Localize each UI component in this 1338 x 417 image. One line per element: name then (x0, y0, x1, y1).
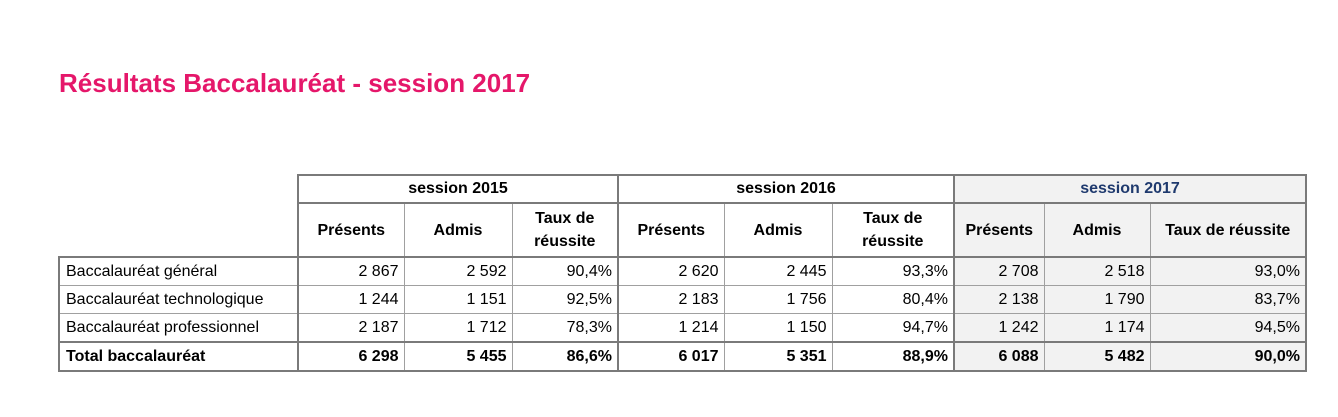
cell-value: 1 790 (1044, 286, 1150, 314)
cell-value: 1 150 (724, 314, 832, 343)
results-table (58, 174, 1307, 372)
cell-value: 1 214 (618, 314, 724, 343)
cell-value: 83,7% (1150, 286, 1306, 314)
total-value: 6 017 (618, 342, 724, 371)
cell-value: 1 151 (404, 286, 512, 314)
total-value: 5 351 (724, 342, 832, 371)
total-value: 5 455 (404, 342, 512, 371)
cell-value: 2 620 (618, 257, 724, 286)
col-admis-2017: Admis (1044, 203, 1150, 257)
total-row (59, 342, 1306, 371)
cell-value: 80,4% (832, 286, 954, 314)
cell-value: 1 244 (298, 286, 404, 314)
col-presents-2017: Présents (954, 203, 1044, 257)
cell-value: 2 183 (618, 286, 724, 314)
cell-value: 93,0% (1150, 257, 1306, 286)
session-2016-header: session 2016 (618, 175, 954, 203)
table-row (59, 257, 1306, 286)
table-row (59, 314, 1306, 343)
cell-value: 94,5% (1150, 314, 1306, 343)
cell-value: 1 756 (724, 286, 832, 314)
total-label: Total baccalauréat (59, 342, 298, 371)
cell-value: 2 445 (724, 257, 832, 286)
cell-value: 2 138 (954, 286, 1044, 314)
cell-value: 1 712 (404, 314, 512, 343)
total-value: 90,0% (1150, 342, 1306, 371)
cell-value: 90,4% (512, 257, 618, 286)
cell-value: 92,5% (512, 286, 618, 314)
col-taux-2016: Taux de réussite (832, 203, 954, 257)
session-2017-header: session 2017 (954, 175, 1306, 203)
cell-value: 78,3% (512, 314, 618, 343)
cell-value: 2 592 (404, 257, 512, 286)
col-admis-2016: Admis (724, 203, 832, 257)
col-presents-2016: Présents (618, 203, 724, 257)
row-label: Baccalauréat professionnel (59, 314, 298, 343)
cell-value: 1 174 (1044, 314, 1150, 343)
session-2015-header: session 2015 (298, 175, 618, 203)
cell-value: 94,7% (832, 314, 954, 343)
page-title: Résultats Baccalauréat - session 2017 (59, 68, 531, 98)
total-value: 5 482 (1044, 342, 1150, 371)
session-header-row (59, 175, 1306, 203)
cell-value: 2 708 (954, 257, 1044, 286)
cell-value: 93,3% (832, 257, 954, 286)
col-presents-2015: Présents (298, 203, 404, 257)
column-header-row (59, 203, 1306, 257)
cell-value: 2 867 (298, 257, 404, 286)
cell-value: 1 242 (954, 314, 1044, 343)
row-label: Baccalauréat technologique (59, 286, 298, 314)
total-value: 88,9% (832, 342, 954, 371)
header-blank-cell (59, 175, 298, 203)
table-row (59, 286, 1306, 314)
total-value: 6 088 (954, 342, 1044, 371)
row-label: Baccalauréat général (59, 257, 298, 286)
total-value: 6 298 (298, 342, 404, 371)
cell-value: 2 187 (298, 314, 404, 343)
header-blank-cell (59, 203, 298, 257)
total-value: 86,6% (512, 342, 618, 371)
col-admis-2015: Admis (404, 203, 512, 257)
col-taux-2015: Taux de réussite (512, 203, 618, 257)
cell-value: 2 518 (1044, 257, 1150, 286)
col-taux-2017: Taux de réussite (1150, 203, 1306, 257)
